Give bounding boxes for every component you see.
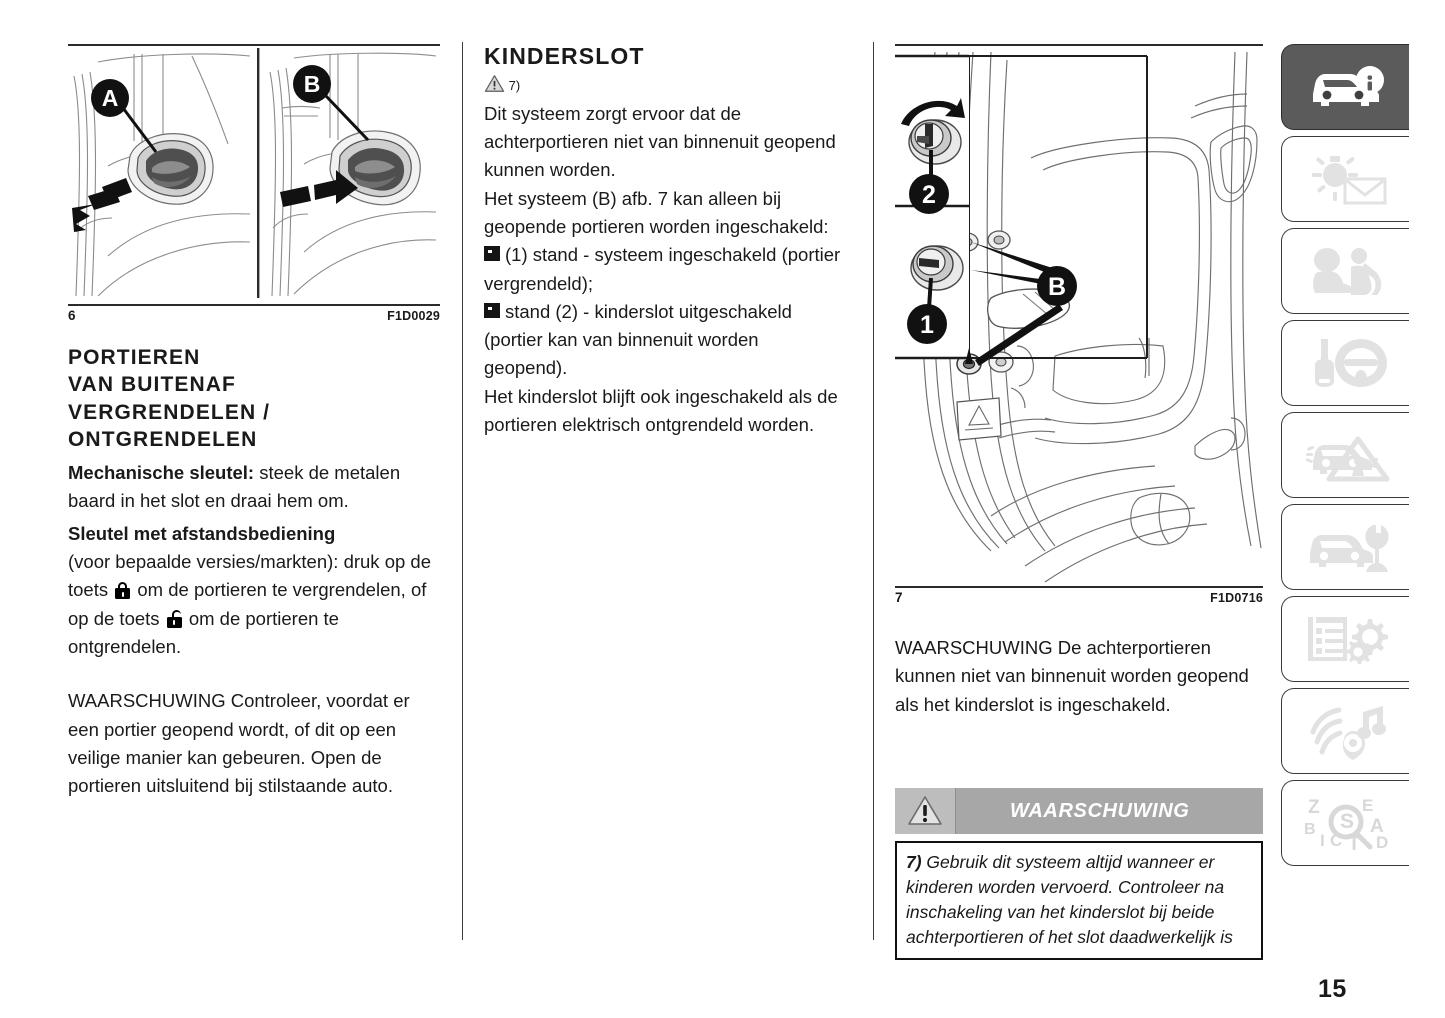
mechanical-key-lead: Mechanische sleutel:: [68, 462, 255, 484]
figure-6-illustration: [68, 46, 440, 304]
figure-7-code: F1D0716: [1210, 591, 1263, 605]
sidebar-item-safety[interactable]: [1281, 228, 1409, 314]
figure-6-code: F1D0029: [387, 309, 440, 323]
warning-note-text: Gebruik dit systeem altijd wanneer er kinderen worden vervoerd. Controleer na inschakeling van het kinderslot bij beide achterportieren of het slot daadwerkelijk is: [906, 852, 1233, 947]
childlock-paragraph-1: Dit systeem zorgt ervoor dat de achterportieren niet van binnenuit geopend kunnen worden.: [484, 102, 836, 181]
specs-gears-icon: [1302, 611, 1390, 667]
column-divider-right: [873, 42, 874, 940]
right-column: [895, 0, 1263, 1018]
svg-text:B: B: [1047, 273, 1067, 301]
warning-banner-label: WAARSCHUWING: [1010, 799, 1190, 822]
childlock-footnote-ref: [484, 74, 844, 96]
childlock-footnote-marker: 7): [508, 77, 521, 93]
section-heading: [68, 344, 440, 453]
key-steering-icon: [1303, 335, 1389, 391]
sidebar-item-car-info[interactable]: [1281, 44, 1409, 130]
warning-callout: [895, 788, 1263, 960]
warning-triangle-icon: [484, 74, 505, 93]
svg-text:S: S: [1339, 810, 1354, 833]
figure-7-caption: [895, 588, 1263, 605]
svg-text:1: 1: [920, 311, 934, 339]
section-heading-line-2: VAN BUITENAF: [68, 373, 236, 397]
figure-6-number: 6: [68, 308, 76, 323]
alphabetical-index-icon: [1300, 794, 1392, 852]
sidebar-item-maintenance[interactable]: [1281, 504, 1409, 590]
remote-key-text-2: om de portieren te vergrendelen, of op de toets: [68, 579, 427, 629]
left-column-text: [68, 344, 440, 800]
svg-text:D: D: [1375, 833, 1388, 852]
svg-text:Z: Z: [1307, 797, 1320, 818]
car-warning-icon: [1301, 427, 1391, 483]
warning-triangle-icon: [907, 795, 943, 827]
right-warning-paragraph: WAARSCHUWING De achterportieren kunnen niet van binnenuit worden geopend als het kinderslot is ingeschakeld.: [895, 637, 1249, 715]
svg-text:C: C: [1329, 831, 1342, 850]
section-heading-line-4: ONTGRENDELEN: [68, 427, 258, 451]
childlock-paragraph-2: Het systeem (B) afb. 7 kan alleen bij geopende portieren worden ingeschakeld:: [484, 187, 829, 237]
passenger-safety-icon: [1303, 243, 1389, 299]
sidebar-item-starting-driving[interactable]: [1281, 320, 1409, 406]
left-column: [68, 0, 440, 1018]
svg-text:2: 2: [922, 181, 936, 209]
childlock-bullet-1: [484, 241, 844, 298]
car-wrench-icon: [1302, 519, 1390, 575]
figure-7-number: 7: [895, 590, 903, 605]
warning-banner-header: [895, 788, 1263, 834]
sidebar-item-multimedia[interactable]: [1281, 688, 1409, 774]
childlock-paragraph-3: Het kinderslot blijft ook ingeschakeld als de portieren elektrisch ontgrendeld worden.: [484, 385, 838, 436]
bullet-square-icon: [484, 303, 500, 318]
remote-key-text-1: (voor bepaalde versies/markten): druk op de toets: [68, 551, 431, 601]
media-audio-icon: [1303, 702, 1389, 760]
mechanical-key-text: steek de metalen baard in het slot en draai hem om.: [68, 462, 401, 512]
mechanical-key-paragraph: [68, 459, 440, 516]
figure-7-illustration: [895, 46, 1263, 586]
left-warning-paragraph: WAARSCHUWING Controleer, voordat er een portier geopend wordt, of dit op een veilige manier kan gebeuren. Open de portieren uitsluitend bij stilstaande auto.: [68, 690, 410, 797]
figure-6-caption: [68, 306, 440, 323]
chapter-tab-rail: [1281, 44, 1409, 872]
middle-column: [484, 0, 844, 1018]
remote-key-paragraph: [68, 548, 440, 661]
paragraph-spacer: [68, 661, 440, 687]
column-divider-left: [462, 42, 463, 940]
sidebar-item-dashboard[interactable]: [1281, 136, 1409, 222]
lock-closed-icon: [115, 582, 130, 599]
childlock-bullet-1-text: (1) stand - systeem ingeschakeld (portier vergrendeld);: [484, 244, 841, 294]
figure-7: [895, 44, 1263, 605]
sidebar-item-index[interactable]: [1281, 780, 1409, 866]
svg-text:E: E: [1361, 796, 1373, 815]
dashboard-mail-icon: [1301, 151, 1391, 207]
childlock-bullet-2: [484, 298, 844, 383]
svg-text:B: B: [303, 71, 321, 97]
childlock-bullet-2-text: stand (2) - kinderslot uitgeschakeld (portier kan van binnenuit worden geopend).: [484, 300, 792, 379]
figure-6: [68, 44, 440, 323]
svg-text:I: I: [1319, 831, 1325, 850]
lock-open-icon: [167, 611, 182, 628]
bullet-square-icon: [484, 246, 500, 261]
warning-banner-icon-cell: [895, 788, 956, 834]
sidebar-item-technical-data[interactable]: [1281, 596, 1409, 682]
page-number: 15: [1318, 975, 1347, 1003]
childlock-heading: KINDERSLOT: [484, 43, 645, 69]
svg-text:A: A: [101, 85, 119, 111]
remote-key-text-3: om de portieren te ontgrendelen.: [68, 607, 339, 657]
right-column-text: [895, 634, 1263, 719]
warning-note-marker: 7): [906, 852, 922, 872]
svg-text:T: T: [1347, 833, 1360, 852]
section-heading-line-1: PORTIEREN: [68, 346, 201, 369]
remote-key-lead: Sleutel met afstandsbediening: [68, 522, 336, 544]
svg-text:A: A: [1369, 816, 1384, 837]
sidebar-item-emergency[interactable]: [1281, 412, 1409, 498]
section-heading-line-3: VERGRENDELEN /: [68, 400, 271, 424]
middle-column-text: [484, 42, 844, 439]
warning-note-box: [895, 841, 1263, 960]
car-info-icon: [1303, 60, 1389, 114]
svg-text:B: B: [1303, 821, 1316, 838]
